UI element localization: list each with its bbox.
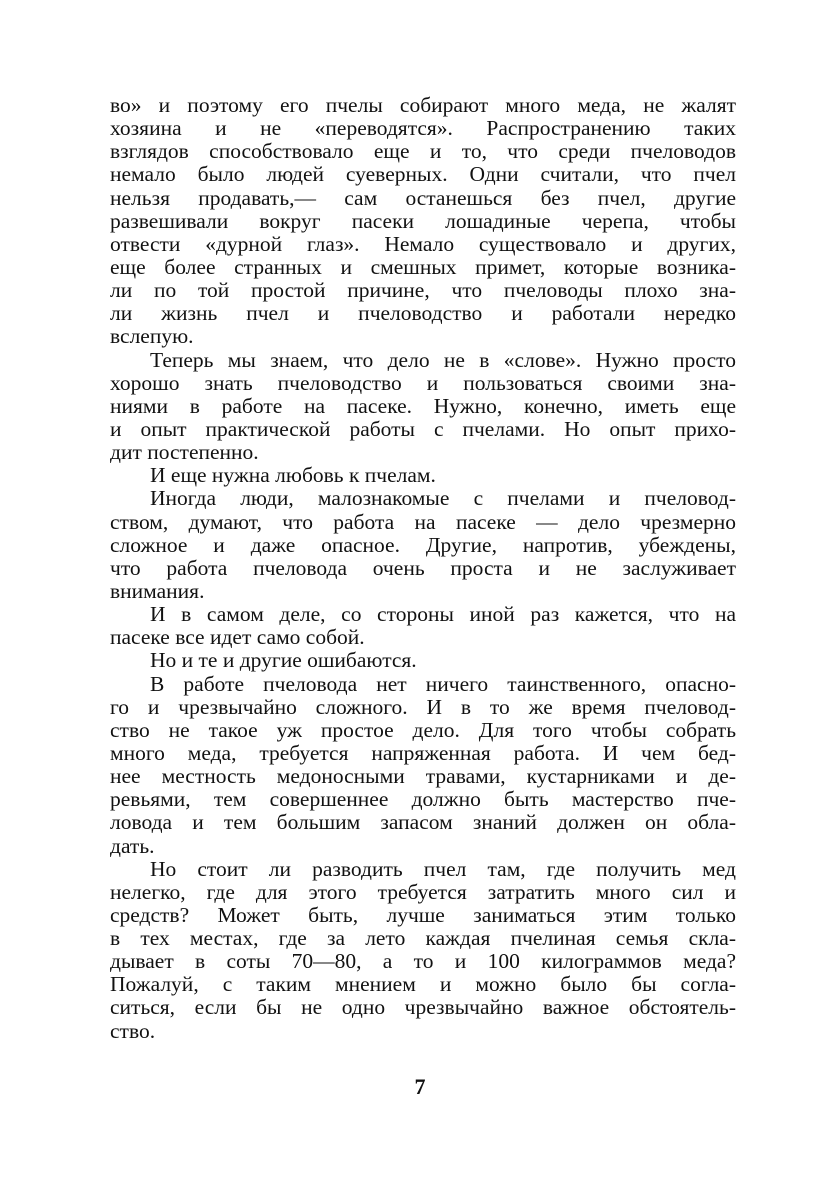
text-line: развешивали вокруг пасеки лошадиные черепа, чтобы [110,208,736,233]
text-line: ревьями, тем совершеннее должно быть мастерство пче- [110,787,736,812]
text-line: хорошо знать пчеловодство и пользоваться своими зна- [110,370,736,395]
text-line: И еще нужна любовь к пчелам. [150,463,436,488]
text-line: ство. [110,1018,156,1043]
text-line: нельзя продавать,— сам останешься без пчел, другие [110,185,736,210]
text-line: Но и те и другие ошибаются. [150,648,417,673]
text-line: нелегко, где для этого требуется затратить много сил и [110,879,736,904]
text-line: Пожалуй, с таким мнением и можно было бы согла- [110,972,736,997]
text-line: Иногда люди, малознакомые с пчелами и пчеловод- [150,486,736,511]
text-line: ством, думают, что работа на пасеке — дело чрезмерно [110,509,736,534]
text-line: ловода и тем большим запасом знаний должен он обла- [110,810,736,835]
text-line: В работе пчеловода нет ничего таинственного, опасно- [150,671,736,696]
text-line: нее местность медоносными травами, кустарниками и де- [110,764,736,789]
text-line: пасеке все идет само собой. [110,625,365,650]
text-line: хозяина и не «переводятся». Распространению таких [110,116,736,141]
text-line: сложное и даже опасное. Другие, напротив, убеждены, [110,532,736,557]
text-line: взглядов способствовало еще и то, что среди пчеловодов [110,139,736,164]
text-line: И в самом деле, со стороны иной раз кажется, что на [150,602,736,627]
text-line: средств? Может быть, лучше заниматься этим только [110,902,736,927]
text-line: го и чрезвычайно сложного. И в то же время пчеловод- [110,694,736,719]
text-line: что работа пчеловода очень проста и не заслуживает [110,555,736,580]
text-line: внимания. [110,578,205,603]
text-line: ситься, если бы не одно чрезвычайно важное обстоятель- [110,995,736,1020]
page-number: 7 [414,1074,426,1099]
text-line: и опыт практической работы с пчелами. Но опыт прихо- [110,416,736,441]
text-line: в тех местах, где за лето каждая пчелиная семья скла- [110,926,736,951]
text-line: ли по той простой причине, что пчеловоды плохо зна- [110,278,736,303]
text-line: дать. [110,833,155,858]
text-line: Но стоит ли разводить пчел там, где получить мед [150,856,736,881]
body-text [110,94,736,1043]
text-line: ство не такое уж простое дело. Для того чтобы собрать [110,717,736,742]
text-line: много меда, требуется напряженная работа. И чем бед- [110,740,736,765]
text-line: Теперь мы знаем, что дело не в «слове». Нужно просто [150,347,736,372]
text-line: немало было людей суеверных. Одни считали, что пчел [110,162,736,187]
text-line: еще более странных и смешных примет, которые возника- [110,254,736,279]
text-line: дит постепенно. [110,440,259,465]
text-line: ли жизнь пчел и пчеловодство и работали нередко [110,301,736,326]
text-line: во» и поэтому его пчелы собирают много меда, не жалят [110,93,736,117]
text-line: вслепую. [110,324,194,349]
text-line: дывает в соты 70—80, а то и 100 килограммов меда? [110,949,736,974]
text-line: ниями в работе на пасеке. Нужно, конечно, иметь еще [110,393,736,418]
text-line: отвести «дурной глаз». Немало существовало и других, [110,231,736,256]
